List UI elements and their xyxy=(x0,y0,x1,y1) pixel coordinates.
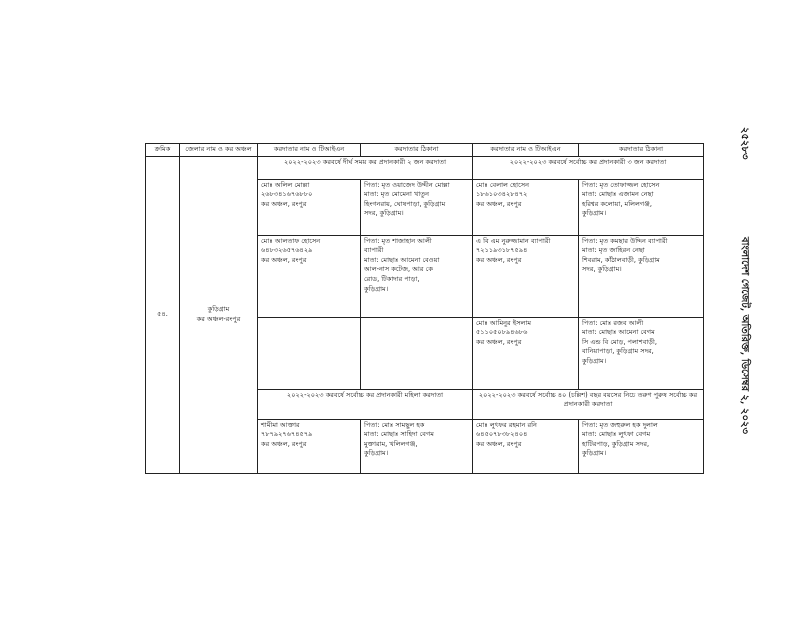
taxpayer-zone: কর অঞ্চল, রংপুর xyxy=(476,199,522,208)
taxpayer-address xyxy=(579,419,704,473)
address-line: মাতা: মোছাঃ সাহিদা বেগম xyxy=(364,430,434,439)
taxpayer-name-tin xyxy=(258,419,361,473)
header-name-tin-1: করদাতার নাম ও টিআইএন xyxy=(258,144,361,157)
taxpayer-address xyxy=(579,317,704,389)
district-name: কুড়িগ্রাম xyxy=(207,305,230,313)
taxpayer-address xyxy=(579,179,704,235)
empty-cell xyxy=(258,317,361,389)
taxpayer-address xyxy=(361,419,473,473)
taxpayer-tin: ৬৪৮৩২৬৫৭৬৪২৯ xyxy=(261,246,313,255)
district-cell xyxy=(180,156,258,473)
address-line: সদর, কুড়িগ্রাম। xyxy=(582,265,622,274)
address-line: সদর, কুড়িগ্রাম। xyxy=(364,209,404,218)
taxpayer-address xyxy=(579,235,704,317)
address-line: পিতা: মোঃ রজব আলী xyxy=(582,318,644,327)
taxpayer-zone: কর অঞ্চল, রংপুর xyxy=(476,255,522,264)
gazette-title: বাংলাদেশ গেজেট, অতিরিক্ত, ডিসেম্বর ২, ২০২৩ xyxy=(739,237,750,435)
taxpayer-name: মোঃ আলতাফ হোসেন xyxy=(261,236,321,245)
taxpayer-tin: ৬৪৫০৭৮৩৮২৪০৪ xyxy=(476,430,528,439)
address-line: হাটিরপাড়, কুড়িগ্রাম সদর, xyxy=(582,439,650,448)
address-line: পিতা: মোঃ সামছুল হক xyxy=(364,420,425,429)
section-title-young-male: ২০২২-২০২৩ করবর্ষে সর্বোচ্চ ৪০ (চল্লিশ) বছর বয়সের নিচে তরুণ পুরুষ সর্বোচ্চ কর প্রদানকারী করদাতা xyxy=(473,389,704,419)
taxpayer-name-tin xyxy=(473,179,579,235)
taxpayer-zone: কর অঞ্চল, রংপুর xyxy=(476,439,522,448)
taxpayer-zone: কর অঞ্চল, রংপুর xyxy=(261,255,307,264)
taxpayer-address xyxy=(361,179,473,235)
header-name-tin-2: করদাতার নাম ও টিআইএন xyxy=(473,144,579,157)
address-line: মাতা: মোছাঃ আমেনা বেওয়া xyxy=(364,255,440,264)
taxpayer-name: মোঃ বেলাল হোসেন xyxy=(476,180,530,189)
section-title-long-time: ২০২২-২০২৩ করবর্ষে দীর্ঘ সময় কর প্রদানকারী ২ জন করদাতা xyxy=(258,156,473,179)
address-line: হরিশ্বর কলোয়া, মলিলগঞ্জ, xyxy=(582,199,652,208)
taxpayer-tin: ২৬৮৩৪১৬৭৬৮৮০ xyxy=(261,190,313,199)
taxpayer-name-tin xyxy=(258,179,361,235)
address-line: কুড়িগ্রাম। xyxy=(582,356,607,365)
taxpayer-zone: কর অঞ্চল, রংপুর xyxy=(476,337,522,346)
serial-cell: ৫৪. xyxy=(146,156,180,473)
address-line: মাতা: মোছাঃ লুৎফা বেগম xyxy=(582,430,651,439)
address-line: কুড়িগ্রাম। xyxy=(582,449,607,458)
section-title-row-top xyxy=(146,156,704,179)
taxpayer-name: এ বি এম নুরুজ্জামান ব্যাপারী xyxy=(476,236,551,245)
address-line: শিবরাম, কাঁঠালবাড়ী, কুড়িগ্রাম xyxy=(582,255,660,264)
address-line: ব্যাপারী xyxy=(364,246,384,255)
taxpayer-name: মোঃ আমিনুর ইসলাম xyxy=(476,318,532,327)
header-address-1: করদাতার ঠিকানা xyxy=(361,144,473,157)
header-serial: ক্রমিক xyxy=(146,144,180,157)
address-line: মাতা: মোছাঃ আমেনা বেগম xyxy=(582,328,655,337)
taxpayer-name: মোঃ অলিল মোল্লা xyxy=(261,180,310,189)
taxpayer-tin: ৭৮৭৯২৭৬৭৪৫৭৯ xyxy=(261,430,313,439)
address-line: কুড়িগ্রাম। xyxy=(364,284,389,293)
address-line: পিতা: মৃত কমছার উদ্দিন ব্যাপারী xyxy=(582,236,668,245)
taxpayer-name-tin xyxy=(473,419,579,473)
taxpayer-table xyxy=(145,143,704,474)
taxpayer-name: শামীমা আক্তার xyxy=(261,420,300,429)
address-line: পিতা: মৃত শাজাহান আলী xyxy=(364,236,432,245)
empty-cell xyxy=(361,317,473,389)
address-line: পিতা: মৃত ওয়াজেদ উদ্দীন মোল্লা xyxy=(364,180,450,189)
address-line: আল-নাস কটেজ, আর কে xyxy=(364,265,433,274)
taxpayer-name-tin xyxy=(473,235,579,317)
taxpayer-name-tin xyxy=(473,317,579,389)
taxpayer-tin: ১৮৬১০৩৪২৮৪৭২ xyxy=(476,190,528,199)
taxpayer-address xyxy=(361,235,473,317)
taxpayer-name-tin xyxy=(258,235,361,317)
taxpayer-tin: ৭২১১৯৩১৮৭৫৯৪ xyxy=(476,246,528,255)
address-line: মাতা: মোছাঃ এজামন নেছা xyxy=(582,190,654,199)
address-line: মুক্তারাম, খলিলগঞ্জ, xyxy=(364,439,418,448)
address-line: সি এন্ড বি মোড়, পলাশবাড়ী, xyxy=(582,337,657,346)
address-line: পিতা: মৃত জহুরুল হক দুলাল xyxy=(582,420,658,429)
district-zone: কর অঞ্চল-রংপুর xyxy=(196,314,241,323)
address-line: হিংগনরায়, ঘোষপাড়া, কুড়িগ্রাম xyxy=(364,199,446,208)
header-address-2: করদাতার ঠিকানা xyxy=(579,144,704,157)
page-number: ২৫২৮৩ xyxy=(739,127,750,160)
address-line: পিতা: মৃত তোফাজ্জল হোসেন xyxy=(582,180,660,189)
taxpayer-name: মোঃ লুৎফর রহমান রনি xyxy=(476,420,537,429)
side-header xyxy=(718,127,758,507)
address-line: মাতা: মৃত জাহিরন নেছা xyxy=(582,246,645,255)
address-line: বানিয়াপাড়া, কুড়িগ্রাম সদর, xyxy=(582,347,654,356)
table-header-row xyxy=(146,144,704,157)
address-line: কুড়িগ্রাম। xyxy=(364,449,389,458)
taxpayer-tin: ৫১১০৫০৮৯৪৬৮৬ xyxy=(476,328,528,337)
taxpayer-zone: কর অঞ্চল, রংপুর xyxy=(261,439,307,448)
section-title-highest-three: ২০২২-২০২৩ করবর্ষে সর্বোচ্চ কর প্রদানকারী ৩ জন করদাতা xyxy=(473,156,704,179)
address-line: মাতা: মৃত মোমেনা খাতুন xyxy=(364,190,430,199)
address-line: রোড, টিকাদার পাড়া, xyxy=(364,274,420,283)
taxpayer-zone: কর অঞ্চল, রংপুর xyxy=(261,199,307,208)
header-district: জেলার নাম ও কর অঞ্চল xyxy=(180,144,258,157)
section-title-female: ২০২২-২০২৩ করবর্ষে সর্বোচ্চ কর প্রদানকারী মহিলা করদাতা xyxy=(258,389,473,419)
address-line: কুড়িগ্রাম। xyxy=(582,209,607,218)
